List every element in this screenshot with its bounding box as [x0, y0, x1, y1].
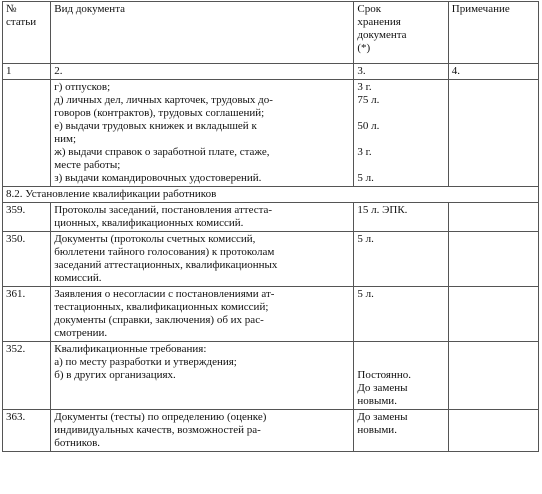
document-type-cell	[51, 342, 354, 410]
table-row	[3, 203, 539, 232]
spacer	[357, 107, 444, 120]
document-type-line: ботников.	[54, 437, 101, 449]
header-document-type: Вид документа	[51, 2, 354, 64]
note-cell	[448, 287, 538, 342]
continuation-item: д) личных дел, личных карточек, трудовых до-	[54, 94, 273, 106]
section-row	[3, 187, 539, 203]
continuation-term: 3 г.	[357, 81, 372, 93]
header-row	[3, 2, 539, 64]
header-article-number: № статьи	[3, 2, 51, 64]
retention-term-cell	[354, 410, 448, 452]
document-type-line: Документы (тесты) по определению (оценке)	[54, 411, 267, 423]
retention-term-line: новыми.	[357, 424, 397, 436]
continuation-row	[3, 80, 539, 187]
continuation-item: месте работы;	[54, 159, 121, 171]
continuation-items-cell	[51, 80, 354, 187]
numbering-cell-3: 3.	[354, 64, 448, 80]
note-cell	[448, 410, 538, 452]
retention-term-cell	[354, 342, 448, 410]
document-type-line: комиссий.	[54, 272, 102, 284]
retention-term-line: Постоянно.	[357, 369, 412, 381]
article-number: 363.	[3, 410, 51, 452]
retention-term-line: До замены	[357, 411, 408, 423]
document-type-cell	[51, 203, 354, 232]
document-type-line: бюллетени тайного голосования) к протоколам	[54, 246, 275, 258]
continuation-item: з) выдачи командировочных удостоверений.	[54, 172, 262, 184]
header-retention-period: Срок хранения документа (*)	[354, 2, 448, 64]
continuation-term: 3 г.	[357, 146, 372, 158]
document-type-line: а) по месту разработки и утверждения;	[54, 356, 237, 368]
continuation-note-cell	[448, 80, 538, 187]
document-type-cell	[51, 232, 354, 287]
section-title: 8.2. Установление квалификации работников	[3, 187, 539, 203]
document-type-line: Документы (протоколы счетных комиссий,	[54, 233, 256, 245]
table-row	[3, 410, 539, 452]
continuation-item: говоров (контрактов), трудовых соглашений;	[54, 107, 265, 119]
document-type-line: Протоколы заседаний, постановления аттеста-	[54, 204, 273, 216]
table-row	[3, 232, 539, 287]
document-type-line: заседаний аттестационных, квалификационных	[54, 259, 278, 271]
table-row	[3, 287, 539, 342]
retention-term-line: До замены	[357, 382, 408, 394]
retention-schedule-table	[2, 1, 539, 452]
document-type-cell	[51, 287, 354, 342]
continuation-term: 50 л.	[357, 120, 380, 132]
document-type-line: смотрении.	[54, 327, 108, 339]
continuation-item: е) выдачи трудовых книжек и вкладышей к	[54, 120, 257, 132]
note-cell	[448, 203, 538, 232]
document-type-line: Квалификационные требования:	[54, 343, 207, 355]
numbering-cell-1: 1	[3, 64, 51, 80]
continuation-term: 5 л.	[357, 172, 374, 184]
spacer	[357, 343, 444, 369]
continuation-item: ним;	[54, 133, 77, 145]
continuation-terms-cell	[354, 80, 448, 187]
note-cell	[448, 232, 538, 287]
article-number: 352.	[3, 342, 51, 410]
document-type-line: ционных, квалификационных комиссий.	[54, 217, 244, 229]
numbering-cell-4: 4.	[448, 64, 538, 80]
retention-term: 15 л. ЭПК.	[354, 203, 448, 232]
spacer	[357, 133, 444, 146]
document-type-line: Заявления о несогласии с постановлениями ат-	[54, 288, 275, 300]
retention-term-line: новыми.	[357, 395, 397, 407]
document-type-line: б) в других организациях.	[54, 369, 176, 381]
continuation-term: 75 л.	[357, 94, 380, 106]
retention-term: 5 л.	[354, 232, 448, 287]
article-number: 350.	[3, 232, 51, 287]
document-type-line: тестационных, квалификационных комиссий;	[54, 301, 269, 313]
article-number: 359.	[3, 203, 51, 232]
article-number: 361.	[3, 287, 51, 342]
continuation-number-cell	[3, 80, 51, 187]
retention-term: 5 л.	[354, 287, 448, 342]
document-type-line: документы (справки, заключения) об их рас-	[54, 314, 264, 326]
header-note: Примечание	[448, 2, 538, 64]
numbering-cell-2: 2.	[51, 64, 354, 80]
numbering-row	[3, 64, 539, 80]
document-type-line: индивидуальных качеств, возможностей ра-	[54, 424, 261, 436]
continuation-item: ж) выдачи справок о заработной плате, стаже,	[54, 146, 270, 158]
document-type-cell	[51, 410, 354, 452]
spacer	[357, 159, 444, 172]
note-cell	[448, 342, 538, 410]
table-row	[3, 342, 539, 410]
continuation-item: г) отпусков;	[54, 81, 111, 93]
